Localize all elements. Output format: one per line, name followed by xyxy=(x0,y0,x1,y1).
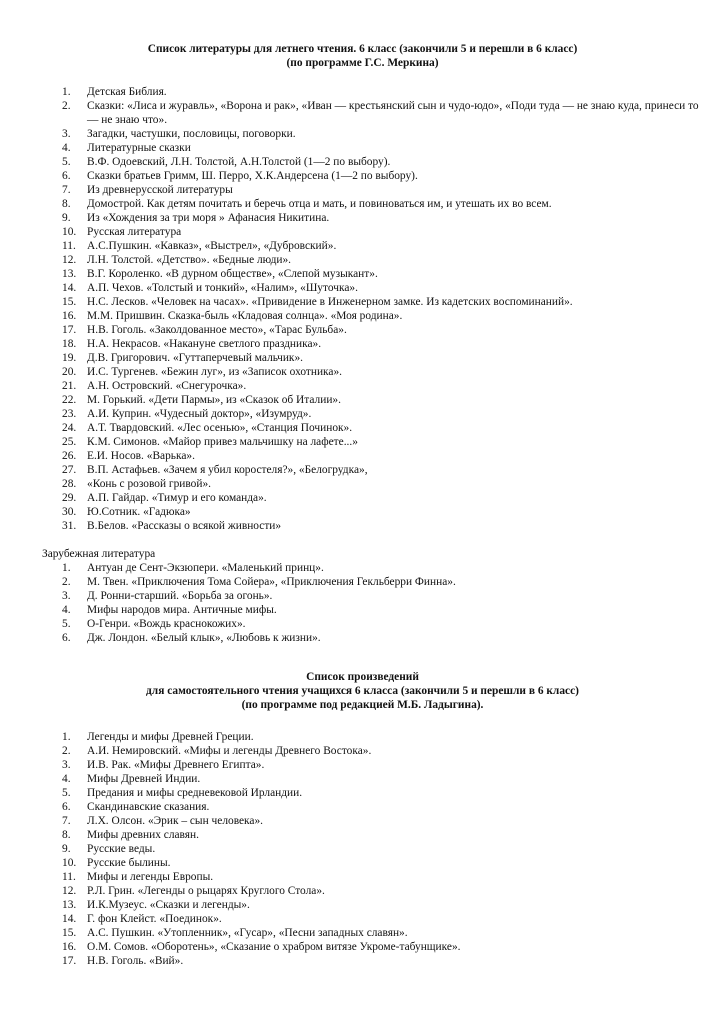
list-item xyxy=(0,730,707,744)
list-item xyxy=(0,814,707,828)
list-item-text: Р.Л. Грин. «Легенды о рыцарях Круглого Стола». xyxy=(87,885,325,897)
list-item-text: Мифы и легенды Европы. xyxy=(87,871,214,883)
list-item-number: 23. xyxy=(62,408,77,420)
list-item-text: Н.В. Гоголь. «Заколдованное место», «Тарас Бульба». xyxy=(87,324,347,336)
section1-title xyxy=(0,42,725,70)
list-item-text: А.Т. Твардовский. «Лес осенью», «Станция Починок». xyxy=(87,422,353,434)
list-item xyxy=(0,239,707,253)
list-item-text: Л.Н. Толстой. «Детство». «Бедные люди». xyxy=(87,254,292,266)
list-item-number: 8. xyxy=(62,198,71,210)
list-item-text: А.С. Пушкин. «Утопленник», «Гусар», «Песни западных славян». xyxy=(87,927,408,939)
list-item-text: К.М. Симонов. «Майор привез мальчишку на лафете...» xyxy=(87,436,358,448)
list-item-text: Загадки, частушки, пословицы, поговорки. xyxy=(87,128,296,140)
list-item-text: А.Н. Островский. «Снегурочка». xyxy=(87,380,247,392)
list-item xyxy=(0,744,707,758)
list-item-number: 17. xyxy=(62,324,77,336)
list-item xyxy=(0,449,707,463)
list-item-number: 19. xyxy=(62,352,77,364)
list-item xyxy=(0,393,707,407)
foreign-list xyxy=(0,561,707,645)
list-item-number: 5. xyxy=(62,618,71,630)
list-item xyxy=(0,379,707,393)
list-item xyxy=(0,225,707,239)
list-item xyxy=(0,337,707,351)
list-item xyxy=(0,407,707,421)
list-item xyxy=(0,197,707,211)
list-item xyxy=(0,85,707,99)
section2-title xyxy=(0,670,725,712)
list-item-text: В.Белов. «Рассказы о всякой живности» xyxy=(87,520,282,532)
list-item xyxy=(0,631,707,645)
list-item-text: Легенды и мифы Древней Греции. xyxy=(87,731,254,743)
list-item xyxy=(0,323,707,337)
list-item xyxy=(0,603,707,617)
list-item-text: Русские веды. xyxy=(87,843,156,855)
list-item-text: И.К.Музеус. «Сказки и легенды». xyxy=(87,899,250,911)
list-item-number: 6. xyxy=(62,801,71,813)
list-item-text: А.П. Гайдар. «Тимур и его команда». xyxy=(87,492,267,504)
list-item-number: 12. xyxy=(62,885,77,897)
list-item-number: 14. xyxy=(62,913,77,925)
list-item xyxy=(0,351,707,365)
list-item-text: Домострой. Как детям почитать и беречь отца и мать, и повиноваться им, и утешать их во всем. xyxy=(87,198,552,210)
list-item xyxy=(0,561,707,575)
list-item-text: Г. фон Клейст. «Поединок». xyxy=(87,913,222,925)
list-item xyxy=(0,183,707,197)
list-item-text: И.В. Рак. «Мифы Древнего Египта». xyxy=(87,759,265,771)
list-item-number: 29. xyxy=(62,492,77,504)
list-item xyxy=(0,253,707,267)
list-item-text: А.И. Куприн. «Чудесный доктор», «Изумруд». xyxy=(87,408,312,420)
list-item-number: 28. xyxy=(62,478,77,490)
list-item-text: Д.В. Григорович. «Гуттаперчевый мальчик». xyxy=(87,352,304,364)
list-item xyxy=(0,786,707,800)
list-item-number: 5. xyxy=(62,156,71,168)
list-item-text: Н.А. Некрасов. «Накануне светлого праздника». xyxy=(87,338,322,350)
section2-title-line3: (по программе под редакцией М.Б. Ладыгина). xyxy=(241,699,484,711)
list-item-number: 4. xyxy=(62,142,71,154)
list-item-text: О-Генри. «Вождь краснокожих». xyxy=(87,618,246,630)
list-item xyxy=(0,435,707,449)
list-item-text: Сказки: «Лиса и журавль», «Ворона и рак», «Иван — крестьянский сын и чудо-юдо», «Поди туда — не знаю куда, принеси то — не знаю что». xyxy=(87,100,699,126)
list-item-text: Литературные сказки xyxy=(87,142,191,154)
list-item-text: Скандинавские сказания. xyxy=(87,801,210,813)
list-item-text: Сказки братьев Гримм, Ш. Перро, Х.К.Андерсена (1—2 по выбору). xyxy=(87,170,418,182)
list-item-number: 2. xyxy=(62,100,71,112)
list-item-text: Д. Ронни-старший. «Борьба за огонь». xyxy=(87,590,273,602)
list-item xyxy=(0,842,707,856)
list-item-number: 20. xyxy=(62,366,77,378)
list-item xyxy=(0,309,707,323)
list-item-text: А.С.Пушкин. «Кавказ», «Выстрел», «Дубровский». xyxy=(87,240,337,252)
list-item-number: 18. xyxy=(62,338,77,350)
list-item xyxy=(0,828,707,842)
list-item xyxy=(0,99,707,127)
list-item-number: 27. xyxy=(62,464,77,476)
list-item-number: 14. xyxy=(62,282,77,294)
list-item-number: 26. xyxy=(62,450,77,462)
section2-title-line2: для самостоятельного чтения учащихся 6 класса (закончили 5 и перешли в 6 класс) xyxy=(146,685,579,697)
list-item xyxy=(0,884,707,898)
list-item-number: 2. xyxy=(62,576,71,588)
list-item-number: 6. xyxy=(62,632,71,644)
list-item-text: Русская литература xyxy=(87,226,182,238)
list-item-text: Н.С. Лесков. «Человек на часах». «Привидение в Инженерном замке. Из кадетских воспоминаний». xyxy=(87,296,573,308)
list-item-number: 4. xyxy=(62,604,71,616)
list-item xyxy=(0,772,707,786)
list-item-number: 6. xyxy=(62,170,71,182)
list-item-text: О.М. Сомов. «Оборотень», «Сказание о храбром витязе Укроме-табунщике». xyxy=(87,941,461,953)
list-item-text: И.С. Тургенев. «Бежин луг», из «Записок охотника». xyxy=(87,366,343,378)
list-item-text: Н.В. Гоголь. «Вий». xyxy=(87,955,184,967)
list-item-text: Дж. Лондон. «Белый клык», «Любовь к жизни». xyxy=(87,632,321,644)
list-item xyxy=(0,519,707,533)
list-item-number: 25. xyxy=(62,436,77,448)
list-item xyxy=(0,758,707,772)
list-item xyxy=(0,421,707,435)
section1-title-line1: Список литературы для летнего чтения. 6 класс (закончили 5 и перешли в 6 класс) xyxy=(147,43,578,55)
list-item-text: В.П. Астафьев. «Зачем я убил коростеля?», «Белогрудка», xyxy=(87,464,368,476)
list-item-text: М.М. Пришвин. Сказка-быль «Кладовая солнца». «Моя родина». xyxy=(87,310,403,322)
list-item-text: М. Горький. «Дети Пармы», из «Сказок об Италии». xyxy=(87,394,341,406)
list-item xyxy=(0,800,707,814)
list-item-text: В.Ф. Одоевский, Л.Н. Толстой, А.Н.Толстой (1—2 по выбору). xyxy=(87,156,391,168)
section1-list xyxy=(0,85,707,533)
list-item xyxy=(0,295,707,309)
list-item-number: 3. xyxy=(62,590,71,602)
list-item xyxy=(0,281,707,295)
list-item-number: 10. xyxy=(62,857,77,869)
list-item-number: 2. xyxy=(62,745,71,757)
list-item xyxy=(0,617,707,631)
list-item-number: 9. xyxy=(62,843,71,855)
section2-list xyxy=(0,730,707,968)
list-item-number: 15. xyxy=(62,927,77,939)
list-item-text: Из древнерусской литературы xyxy=(87,184,233,196)
list-item xyxy=(0,267,707,281)
list-item-text: Мифы древних славян. xyxy=(87,829,199,841)
list-item-text: Е.И. Носов. «Варька». xyxy=(87,450,195,462)
foreign-heading: Зарубежная литература xyxy=(42,548,156,560)
list-item-number: 10. xyxy=(62,226,77,238)
list-item-number: 15. xyxy=(62,296,77,308)
list-item-text: Л.Х. Олсон. «Эрик – сын человека». xyxy=(87,815,264,827)
list-item xyxy=(0,898,707,912)
list-item xyxy=(0,870,707,884)
list-item xyxy=(0,365,707,379)
list-item-number: 9. xyxy=(62,212,71,224)
list-item-number: 7. xyxy=(62,815,71,827)
list-item-text: Антуан де Сент-Экзюпери. «Маленький принц». xyxy=(87,562,324,574)
list-item-text: Мифы Древней Индии. xyxy=(87,773,201,785)
list-item xyxy=(0,926,707,940)
list-item-number: 1. xyxy=(62,562,71,574)
list-item-text: Мифы народов мира. Античные мифы. xyxy=(87,604,277,616)
list-item-number: 11. xyxy=(62,240,76,252)
list-item-text: «Конь с розовой гривой». xyxy=(87,478,212,490)
list-item-number: 4. xyxy=(62,773,71,785)
list-item xyxy=(0,954,707,968)
list-item xyxy=(0,491,707,505)
list-item xyxy=(0,155,707,169)
list-item xyxy=(0,127,707,141)
list-item xyxy=(0,141,707,155)
list-item-text: А.И. Немировский. «Мифы и легенды Древнего Востока». xyxy=(87,745,372,757)
list-item-number: 11. xyxy=(62,871,76,883)
list-item-number: 22. xyxy=(62,394,77,406)
section2-title-line1: Список произведений xyxy=(306,671,419,683)
list-item xyxy=(0,505,707,519)
list-item-text: М. Твен. «Приключения Тома Сойера», «Приключения Гекльберри Финна». xyxy=(87,576,456,588)
list-item-text: Детская Библия. xyxy=(87,86,167,98)
list-item-text: Ю.Сотник. «Гадюка» xyxy=(87,506,191,518)
list-item-number: 17. xyxy=(62,955,77,967)
list-item-text: А.П. Чехов. «Толстый и тонкий», «Налим», «Шуточка». xyxy=(87,282,358,294)
section1-title-line2: (по программе Г.С. Меркина) xyxy=(286,57,439,69)
list-item xyxy=(0,477,707,491)
list-item xyxy=(0,169,707,183)
list-item-number: 3. xyxy=(62,759,71,771)
list-item xyxy=(0,940,707,954)
list-item-number: 1. xyxy=(62,86,71,98)
list-item-text: В.Г. Короленко. «В дурном обществе», «Слепой музыкант». xyxy=(87,268,378,280)
list-item-number: 1. xyxy=(62,731,71,743)
list-item-number: 8. xyxy=(62,829,71,841)
list-item-number: 16. xyxy=(62,310,77,322)
list-item-number: 12. xyxy=(62,254,77,266)
list-item xyxy=(0,575,707,589)
list-item-number: 5. xyxy=(62,787,71,799)
list-item xyxy=(0,589,707,603)
list-item-number: 13. xyxy=(62,899,77,911)
list-item xyxy=(0,912,707,926)
list-item-text: Русские былины. xyxy=(87,857,171,869)
list-item xyxy=(0,211,707,225)
list-item xyxy=(0,856,707,870)
list-item-number: 16. xyxy=(62,941,77,953)
list-item-text: Из «Хождения за три моря » Афанасия Никитина. xyxy=(87,212,330,224)
list-item-text: Предания и мифы средневековой Ирландии. xyxy=(87,787,303,799)
list-item-number: 24. xyxy=(62,422,77,434)
list-item-number: 7. xyxy=(62,184,71,196)
list-item-number: 3. xyxy=(62,128,71,140)
list-item-number: 21. xyxy=(62,380,77,392)
list-item xyxy=(0,463,707,477)
list-item-number: 13. xyxy=(62,268,77,280)
list-item-number: 31. xyxy=(62,520,77,532)
list-item-number: 30. xyxy=(62,506,77,518)
